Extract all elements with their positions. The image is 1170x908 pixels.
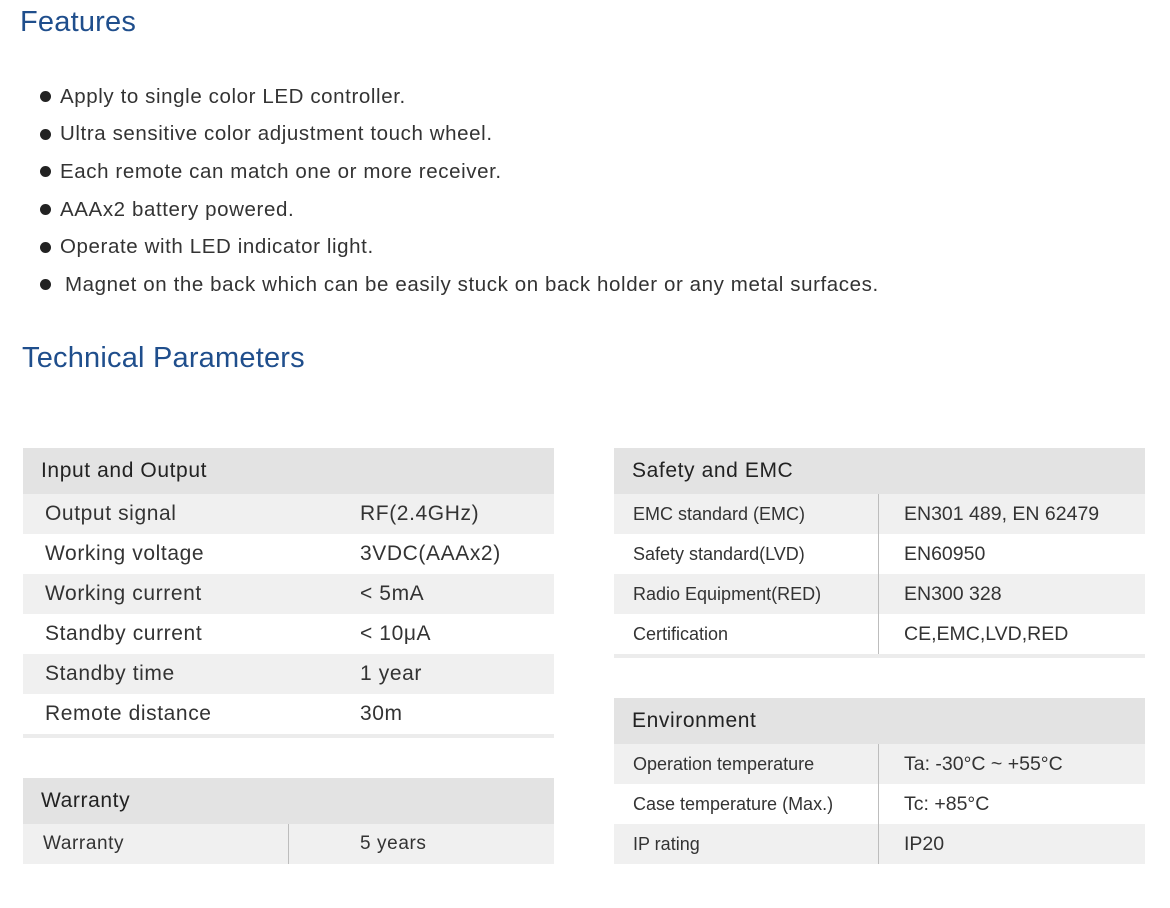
table-row (614, 534, 1145, 574)
table-row (23, 654, 554, 694)
param-value: < 5mA (360, 582, 425, 605)
bullet-icon (40, 204, 51, 215)
param-label: Case temperature (Max.) (614, 784, 879, 824)
param-label: EMC standard (EMC) (614, 494, 879, 534)
bullet-icon (40, 166, 51, 177)
table-row (614, 744, 1145, 784)
param-label: Safety standard(LVD) (614, 534, 879, 574)
feature-text: Ultra sensitive color adjustment touch wheel. (60, 122, 493, 146)
table-row (23, 694, 554, 734)
feature-item (40, 191, 879, 229)
table-divider (614, 654, 1145, 658)
param-value: Tc: +85°C (904, 792, 990, 815)
table-row (23, 534, 554, 574)
environment-table (614, 698, 1145, 864)
table-row (23, 574, 554, 614)
feature-item (40, 266, 879, 304)
param-label: Remote distance (45, 702, 212, 725)
feature-text: Each remote can match one or more receiver. (60, 159, 502, 183)
param-value: CE,EMC,LVD,RED (904, 622, 1069, 645)
param-label: Working voltage (45, 542, 205, 565)
safety-emc-table (614, 448, 1145, 658)
param-label: Radio Equipment(RED) (614, 574, 879, 614)
feature-text: AAAx2 battery powered. (60, 197, 295, 221)
param-value: IP20 (904, 832, 945, 855)
param-label: Operation temperature (614, 744, 879, 784)
warranty-table (23, 778, 554, 864)
param-value: 3VDC(AAAx2) (360, 542, 501, 565)
param-value: 5 years (360, 833, 427, 854)
feature-text: Apply to single color LED controller. (60, 84, 406, 108)
table-row (23, 824, 554, 864)
param-label: Warranty (23, 824, 289, 864)
table-row (614, 574, 1145, 614)
param-value: 30m (360, 702, 403, 725)
bullet-icon (40, 279, 51, 290)
feature-text: Operate with LED indicator light. (60, 235, 374, 259)
param-value: RF(2.4GHz) (360, 502, 480, 525)
param-value: < 10μA (360, 622, 432, 645)
param-label: Standby time (45, 662, 175, 685)
param-value: Ta: -30°C ~ +55°C (904, 752, 1063, 775)
table-row (614, 784, 1145, 824)
param-value: EN60950 (904, 542, 986, 565)
bullet-icon (40, 242, 51, 253)
table-header: Warranty (23, 778, 554, 824)
param-value: EN301 489, EN 62479 (904, 502, 1100, 525)
table-header: Environment (614, 698, 1145, 744)
table-row (614, 614, 1145, 654)
param-label: IP rating (614, 824, 879, 864)
feature-text: Magnet on the back which can be easily stuck on back holder or any metal surfaces. (65, 272, 879, 296)
bullet-icon (40, 129, 51, 140)
param-label: Standby current (45, 622, 203, 645)
feature-item (40, 153, 879, 191)
bullet-icon (40, 91, 51, 102)
param-label: Working current (45, 582, 202, 605)
table-header: Input and Output (23, 448, 554, 494)
features-list (40, 78, 879, 304)
feature-item (40, 78, 879, 116)
technical-parameters-heading: Technical Parameters (22, 342, 305, 374)
feature-item (40, 228, 879, 266)
table-row (23, 614, 554, 654)
param-value: 1 year (360, 662, 422, 685)
param-label: Certification (614, 614, 879, 654)
features-heading: Features (20, 6, 137, 38)
param-label: Output signal (45, 502, 177, 525)
input-output-table (23, 448, 554, 738)
table-row (614, 494, 1145, 534)
table-divider (23, 734, 554, 738)
table-header: Safety and EMC (614, 448, 1145, 494)
param-value: EN300 328 (904, 582, 1002, 605)
table-row (23, 494, 554, 534)
table-row (614, 824, 1145, 864)
feature-item (40, 116, 879, 154)
